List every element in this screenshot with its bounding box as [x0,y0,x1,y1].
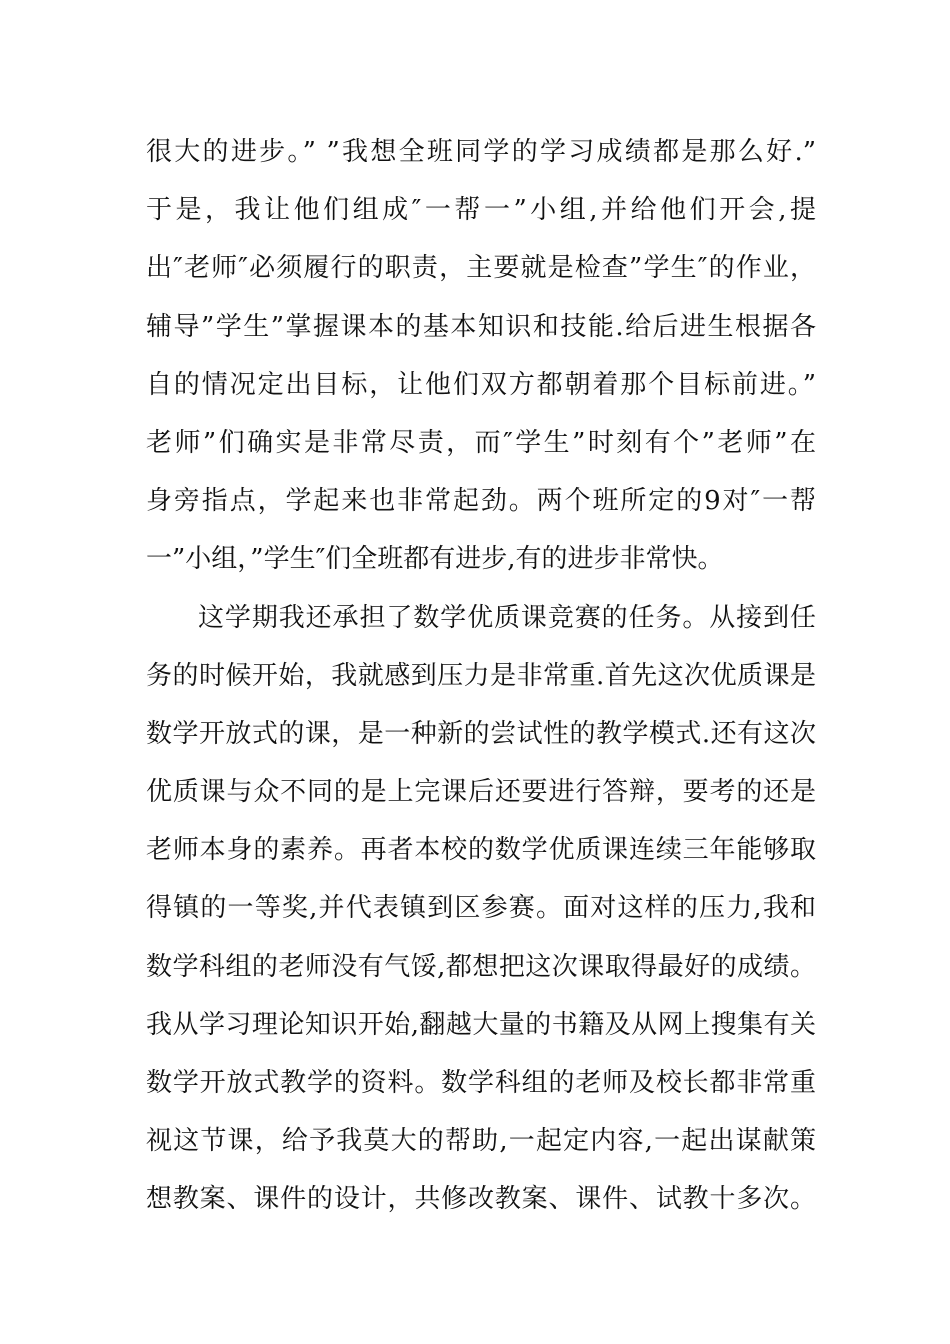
text-line: 出″老师″必须履行的职责，主要就是检查”学生″的作业， [146,253,816,284]
text-line: 务的时候开始，我就感到压力是非常重.首先这次优质课是 [146,660,816,691]
text-line: 老师”们确实是非常尽责，而″学生”时刻有个”老师”在 [146,427,816,458]
text-line: 我从学习理论知识开始,翻越大量的书籍及从网上搜集有关 [146,1009,816,1040]
text-line: 想教案、课件的设计，共修改教案、课件、试教十多次。 [146,1184,816,1215]
text-line: 自的情况定出目标，让他们双方都朝着那个目标前进。” [146,369,816,400]
text-line: 得镇的一等奖,并代表镇到区参赛。面对这样的压力,我和 [146,893,816,924]
text-line: 辅导”学生”掌握课本的基本知识和技能.给后进生根据各 [146,311,816,342]
text-line: 很大的进步。” ”我想全班同学的学习成绩都是那么好.” [146,137,816,167]
text-line: 于是，我让他们组成″一帮一”小组,并给他们开会,提 [146,195,816,226]
body-text [146,126,816,1232]
paragraph-first-line: 这学期我还承担了数学优质课竞赛的任务。从接到任 [198,602,816,633]
text-line: 数学开放式的课，是一种新的尝试性的教学模式.还有这次 [146,718,816,749]
text-line: 数学开放式教学的资料。数学科组的老师及校长都非常重 [146,1068,816,1098]
text-line: 优质课与众不同的是上完课后还要进行答辩，要考的还是 [146,777,816,808]
text-line: 视这节课，给予我莫大的帮助,一起定内容,一起出谋献策 [146,1126,816,1157]
text-line: 一”小组，”学生″们全班都有进步,有的进步非常快。 [146,544,724,575]
text-line: 老师本身的素养。再者本校的数学优质课连续三年能够取 [146,835,816,866]
text-line: 数学科组的老师没有气馁,都想把这次课取得最好的成绩。 [146,951,816,982]
text-line: 身旁指点，学起来也非常起劲。两个班所定的9对″一帮 [146,486,816,517]
